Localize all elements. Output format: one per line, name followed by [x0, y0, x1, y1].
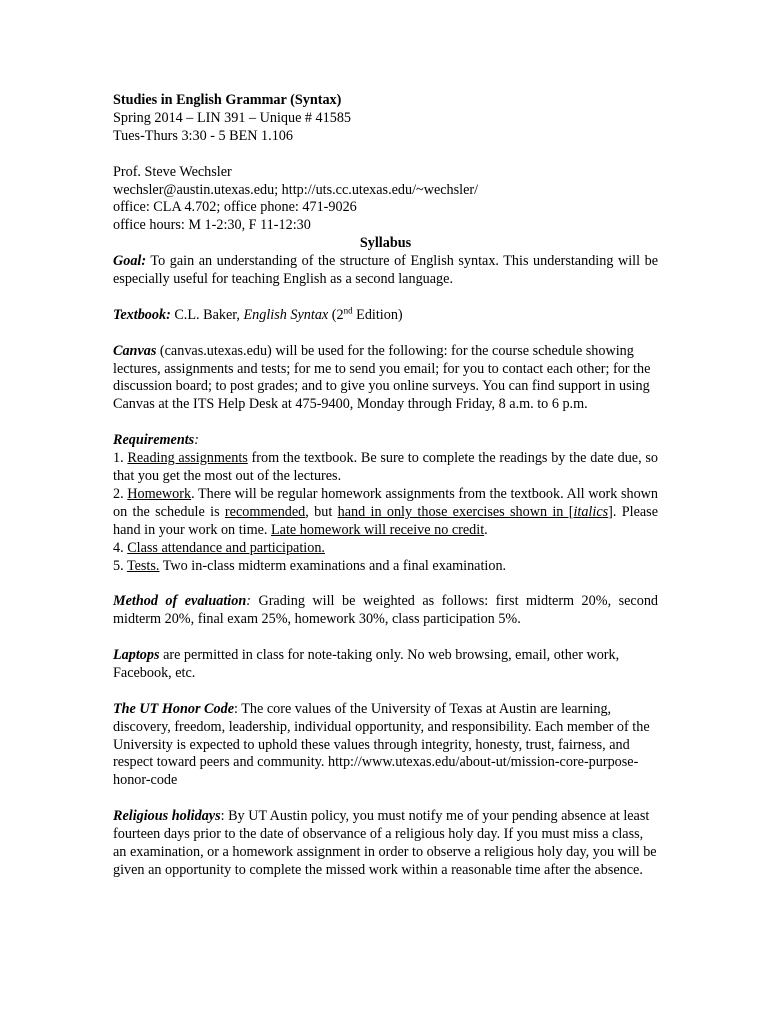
religious-holidays-label: Religious holidays	[113, 808, 221, 825]
requirements-heading	[113, 432, 658, 450]
textbook-label: Textbook:	[113, 306, 171, 323]
spacer	[113, 575, 658, 593]
textbook-title: English Syntax	[243, 306, 329, 323]
requirement-period: .	[484, 521, 488, 538]
honor-code-paragraph	[113, 701, 658, 791]
spacer	[113, 629, 658, 647]
course-title: Studies in English Grammar (Syntax)	[113, 92, 342, 108]
syllabus-document	[113, 92, 658, 880]
instructor-name: Prof. Steve Wechsler	[113, 163, 232, 180]
requirement-attendance: Class attendance and participation.	[127, 539, 325, 556]
spacer	[113, 790, 658, 808]
spacer	[113, 146, 658, 164]
evaluation-label: Method of evaluation	[113, 593, 247, 610]
spacer	[113, 414, 658, 432]
requirement-item-5	[113, 558, 658, 576]
instructor-contact: wechsler@austin.utexas.edu; http://uts.cc.utexas.edu/~wechsler/	[113, 181, 479, 198]
requirement-item-2	[113, 486, 658, 540]
honor-code-label: The UT Honor Code	[113, 700, 234, 717]
evaluation-text: Grading will be weighted as follows: first midterm 20%, second midterm 20%, final exam 25%, homework 30%, class participation 5%.	[113, 593, 659, 628]
honor-code-text: : The core values of the University of Texas at Austin are learning, discovery, freedom, leadership, individual opportunity, and responsibility. Each member of the University is expected to uphold these values through integrity, honesty, trust, fairness, and respect toward peers and community. http://www.utexas.edu/about-ut/mission-core-purpose-honor-code	[113, 700, 650, 789]
course-term: Spring 2014 – LIN 391 – Unique # 41585	[113, 109, 352, 126]
requirement-homework-text-b: , but	[305, 503, 338, 520]
requirement-recommended: recommended	[224, 503, 306, 520]
instructor-hours: office hours: M 1-2:30, F 11-12:30	[113, 217, 311, 234]
requirement-reading-text: from the textbook. Be sure to complete the readings by the date due, so that you get the most out of the lectures.	[113, 450, 658, 484]
laptops-text: are permitted in class for note-taking only. No web browsing, email, other work, Facebook, etc.	[113, 647, 620, 681]
requirement-homework-text-a: . There will be regular homework assignments from the textbook. All work shown on the schedule is	[113, 485, 659, 520]
textbook-edition-sup: nd	[343, 305, 353, 316]
requirement-italics: italics	[573, 503, 609, 520]
religious-holidays-text: : By UT Austin policy, you must notify me of your pending absence at least fourteen days prior to the date of observance of a religious holy day. If you must miss a class, an examination, or a homework assignment in order to observe a religious holy day, you will be given an opportunity to complete the missed work within a reasonable time after the absence.	[113, 808, 657, 878]
textbook-edition-pre: (2	[328, 306, 344, 323]
requirement-tests: Tests.	[126, 557, 160, 574]
requirement-item-4	[113, 540, 658, 558]
goal-text: To gain an understanding of the structure of English syntax. This understanding will be especially useful for teaching English as a second language.	[113, 253, 658, 288]
evaluation-colon: :	[246, 593, 251, 610]
requirement-number: 5.	[113, 557, 127, 574]
laptops-paragraph	[113, 647, 658, 683]
canvas-label: Canvas	[113, 342, 157, 359]
requirement-homework-text-c: . Please hand in your work on time.	[113, 503, 658, 538]
requirement-late-policy: Late homework will receive no credit	[271, 521, 485, 538]
requirement-reading: Reading assignments	[127, 450, 248, 467]
requirement-number: 1.	[113, 450, 128, 467]
requirement-hand-in	[338, 504, 613, 520]
requirement-homework: Homework	[127, 485, 192, 502]
course-schedule: Tues-Thurs 3:30 - 5 BEN 1.106	[113, 127, 293, 144]
goal-paragraph	[113, 253, 658, 289]
requirement-number: 4.	[113, 539, 128, 556]
requirements-colon: :	[194, 432, 199, 449]
spacer	[113, 683, 658, 701]
textbook-author: C.L. Baker,	[170, 306, 244, 323]
requirement-tests-text: Two in-class midterm examinations and a final examination.	[159, 557, 507, 574]
requirements-label: Requirements	[113, 432, 195, 449]
religious-holidays-paragraph	[113, 808, 658, 880]
requirement-bracket: ]	[608, 503, 613, 520]
spacer	[113, 325, 658, 343]
syllabus-heading: Syllabus	[359, 235, 412, 252]
textbook-edition-post: Edition)	[352, 306, 403, 323]
canvas-text: (canvas.utexas.edu) will be used for the following: for the course schedule showing lectures, assignments and tests; for me to send you email; for you to contact each other; for the discussion board; to post grades; and to give you online surveys. You can find support in using Canvas at the ITS Help Desk at 475-9400, Monday through Friday, 8 a.m. to 6 p.m.	[113, 342, 651, 413]
goal-label: Goal:	[113, 253, 147, 270]
textbook-paragraph	[113, 307, 658, 325]
spacer	[113, 289, 658, 307]
laptops-label: Laptops	[113, 647, 160, 663]
canvas-paragraph	[113, 343, 658, 415]
requirement-item-1	[113, 450, 658, 486]
requirement-number: 2.	[113, 485, 128, 502]
instructor-office: office: CLA 4.702; office phone: 471-9026	[113, 199, 357, 216]
evaluation-paragraph	[113, 593, 658, 629]
requirement-hand-in-text: hand in only those exercises shown in [	[337, 503, 574, 520]
